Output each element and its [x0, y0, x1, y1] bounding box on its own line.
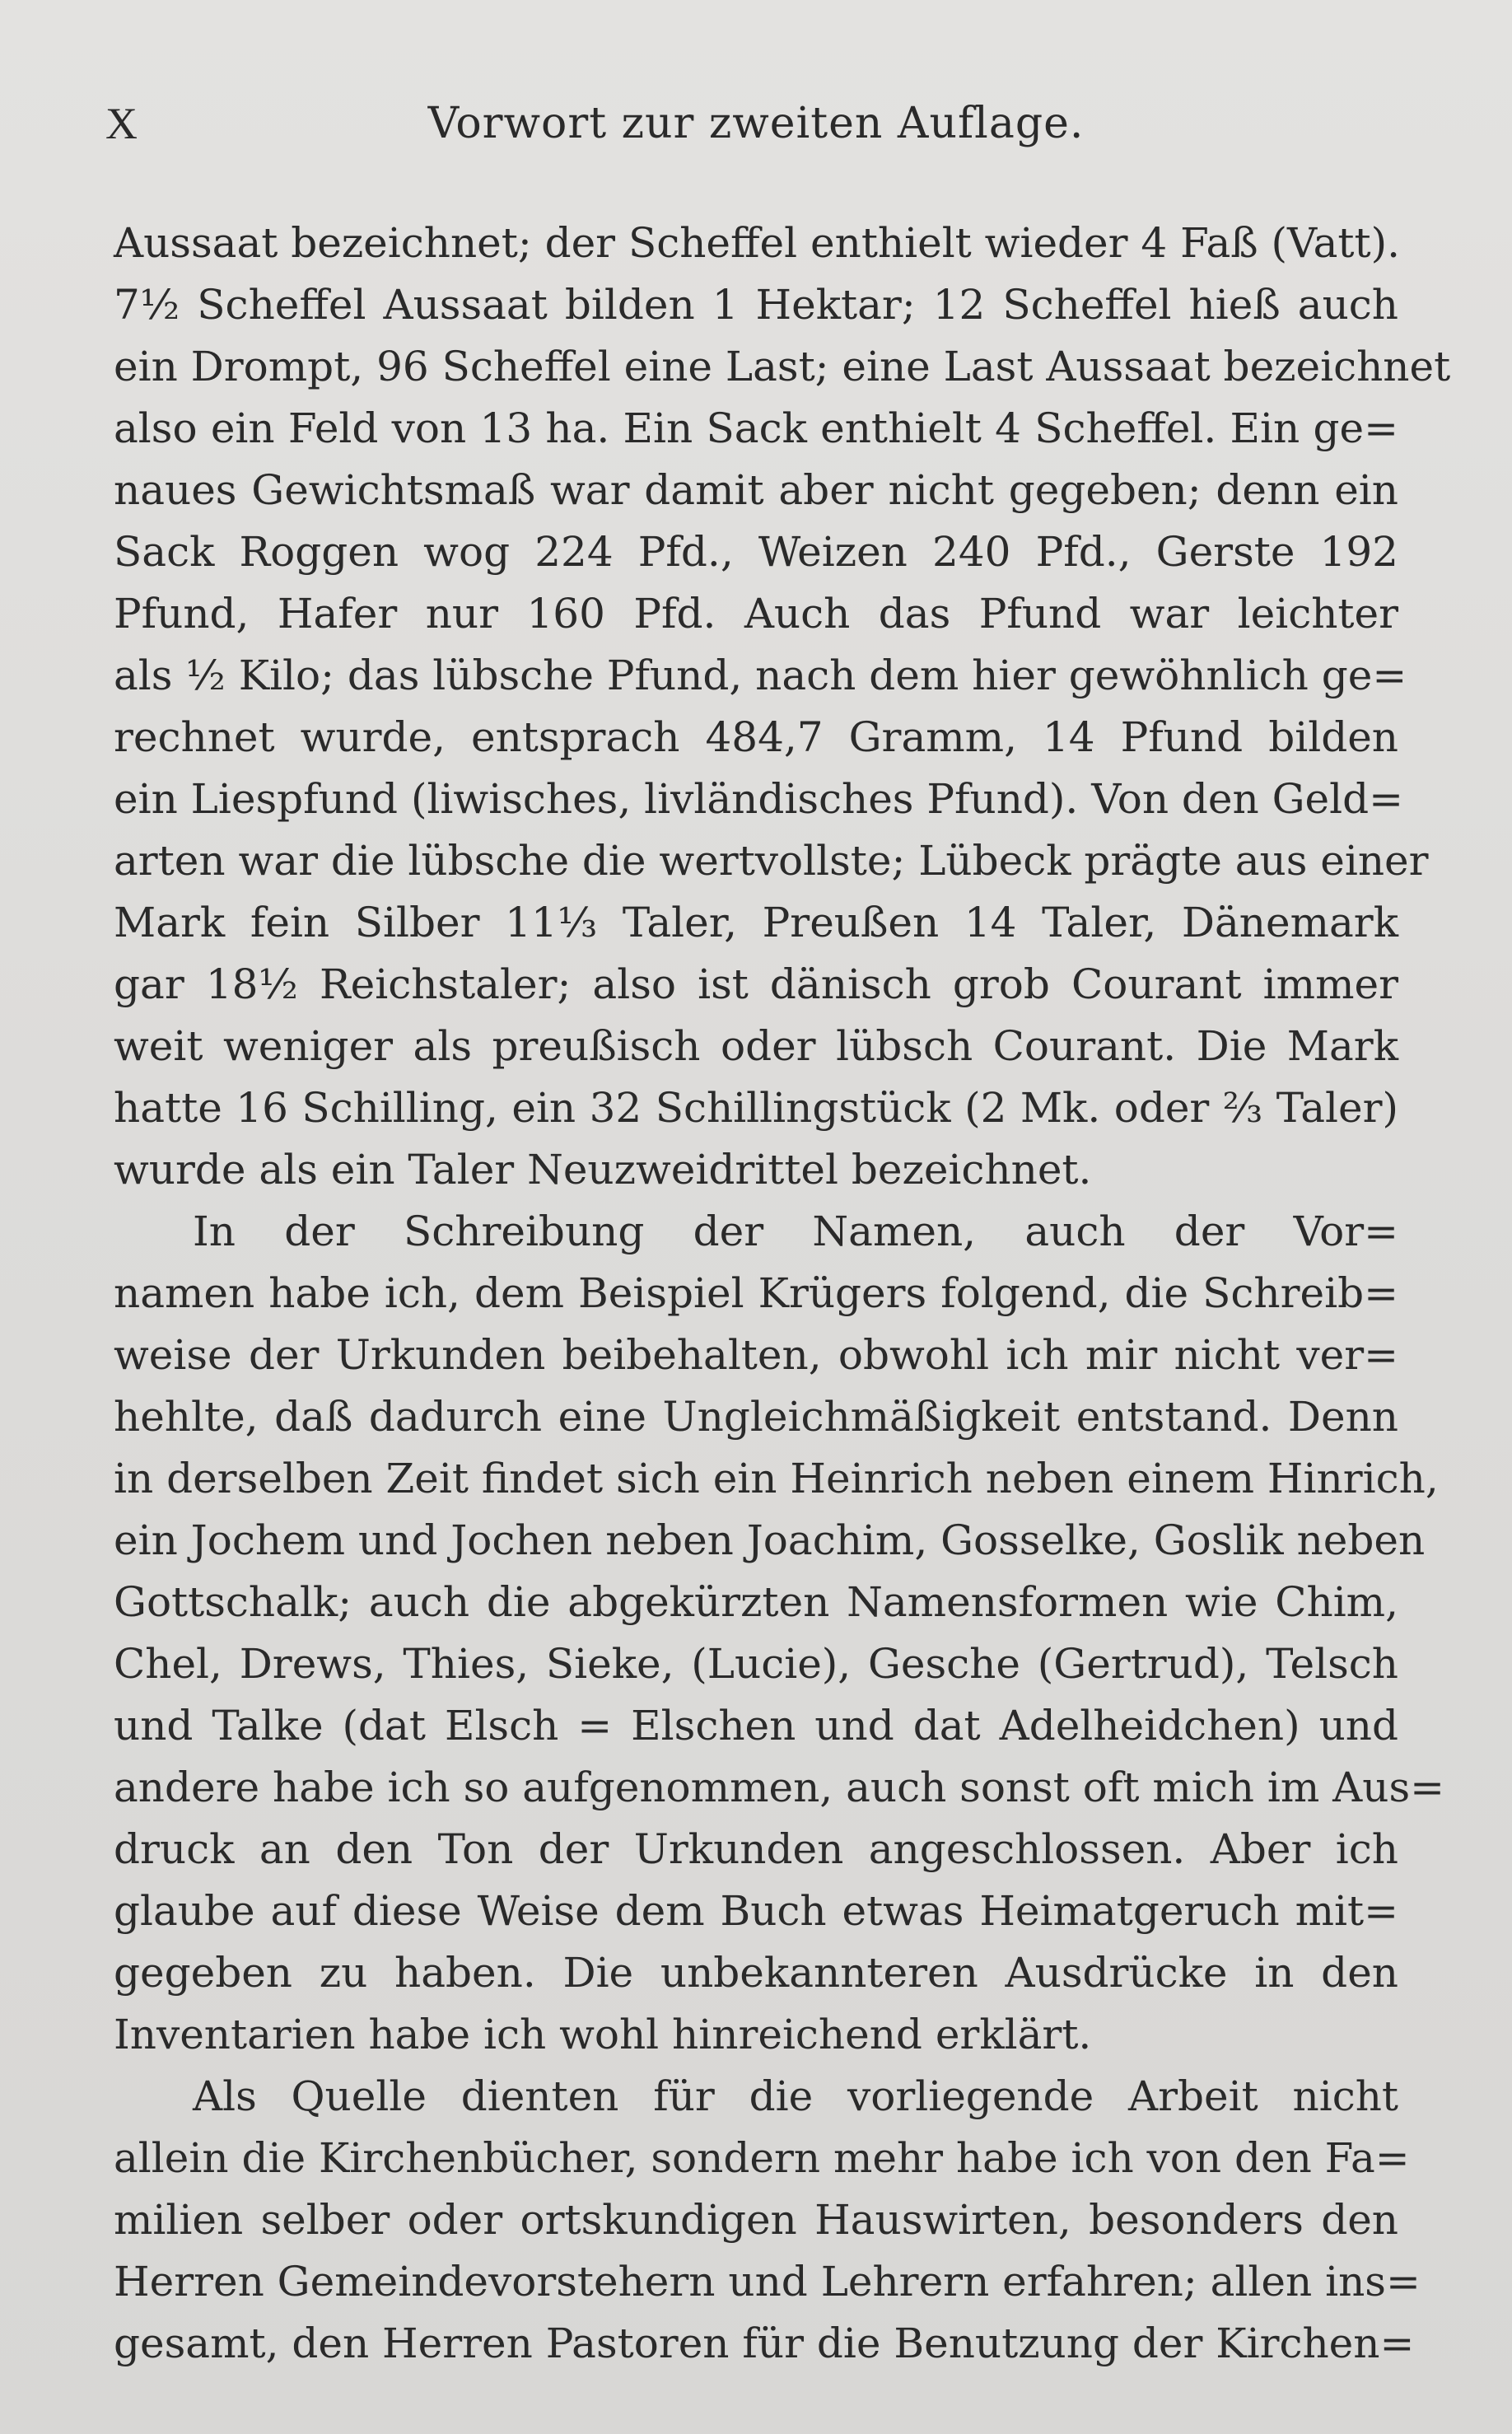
text-line: Gottschalk; auch die abgekürzten Namensformen wie Chim,: [114, 1578, 1398, 1626]
text-line: arten war die lübsche die wertvollste; Lübeck prägte aus einer: [114, 837, 1429, 885]
text-line: hatte 16 Schilling, ein 32 Schillingstück (2 Mk. oder ⅔ Taler): [114, 1084, 1398, 1132]
text-line: andere habe ich so aufgenommen, auch sonst oft mich im Aus=: [114, 1764, 1445, 1811]
text-line: weit weniger als preußisch oder lübsch Courant. Die Mark: [114, 1022, 1398, 1070]
running-head: [105, 91, 1407, 157]
text-line: Als Quelle dienten für die vorliegende Arbeit nicht: [193, 2072, 1398, 2120]
text-line: milien selber oder ortskundigen Hauswirten, besonders den: [114, 2196, 1398, 2244]
text-line: In der Schreibung der Namen, auch der Vor=: [193, 1208, 1398, 1255]
text-line: gesamt, den Herren Pastoren für die Benutzung der Kirchen=: [114, 2320, 1415, 2367]
text-line: weise der Urkunden beibehalten, obwohl ich mir nicht ver=: [114, 1331, 1398, 1379]
text-line: als ½ Kilo; das lübsche Pfund, nach dem hier gewöhnlich ge=: [114, 652, 1407, 699]
text-line: ein Drompt, 96 Scheffel eine Last; eine Last Aussaat bezeichnet: [114, 343, 1451, 390]
text-line: Chel, Drews, Thies, Sieke, (Lucie), Gesche (Gertrud), Telsch: [114, 1640, 1398, 1688]
text-line: Aussaat bezeichnet; der Scheffel enthielt wieder 4 Faß (Vatt).: [114, 219, 1400, 267]
paragraph-measures: [114, 213, 1451, 1201]
text-line: ein Liespfund (liwisches, livländisches Pfund). Von den Geld=: [114, 775, 1404, 823]
text-line: druck an den Ton der Urkunden angeschlossen. Aber ich: [114, 1825, 1398, 1873]
page-number: X: [105, 99, 138, 148]
text-line: Herren Gemeindevorstehern und Lehrern erfahren; allen ins=: [114, 2258, 1421, 2306]
body-text: [114, 213, 1451, 2375]
text-line: ein Jochem und Jochen neben Joachim, Gosselke, Goslik neben: [114, 1516, 1426, 1564]
text-line: gegeben zu haben. Die unbekannteren Ausdrücke in den: [114, 1949, 1398, 1997]
text-line: Inventarien habe ich wohl hinreichend erklärt.: [114, 2011, 1092, 2058]
text-line: glaube auf diese Weise dem Buch etwas Heimatgeruch mit=: [114, 1887, 1398, 1935]
text-line: also ein Feld von 13 ha. Ein Sack enthielt 4 Scheffel. Ein ge=: [114, 404, 1398, 452]
text-line: naues Gewichtsmaß war damit aber nicht gegeben; denn ein: [114, 466, 1398, 514]
text-line: in derselben Zeit findet sich ein Heinrich neben einem Hinrich,: [114, 1455, 1439, 1502]
text-line: gar 18½ Reichstaler; also ist dänisch grob Courant immer: [114, 960, 1398, 1008]
paragraph-sources: [114, 2066, 1421, 2375]
text-line: Sack Roggen wog 224 Pfd., Weizen 240 Pfd., Gerste 192: [114, 528, 1398, 576]
running-head-title: Vorwort zur zweiten Auflage.: [427, 99, 1085, 148]
text-line: und Talke (dat Elsch = Elschen und dat Adelheidchen) und: [114, 1702, 1398, 1750]
text-line: Pfund, Hafer nur 160 Pfd. Auch das Pfund war leichter: [114, 590, 1398, 638]
text-line: Mark fein Silber 11⅓ Taler, Preußen 14 Taler, Dänemark: [114, 899, 1398, 946]
text-line: rechnet wurde, entsprach 484,7 Gramm, 14 Pfund bilden: [114, 713, 1398, 761]
text-line: allein die Kirchenbücher, sondern mehr habe ich von den Fa=: [114, 2134, 1410, 2182]
text-line: wurde als ein Taler Neuzweidrittel bezeichnet.: [114, 1146, 1092, 1194]
text-line: 7½ Scheffel Aussaat bilden 1 Hektar; 12 Scheffel hieß auch: [114, 281, 1398, 329]
text-line: hehlte, daß dadurch eine Ungleichmäßigkeit entstand. Denn: [114, 1393, 1398, 1441]
paragraph-names: [114, 1201, 1445, 2066]
text-line: namen habe ich, dem Beispiel Krügers folgend, die Schreib=: [114, 1269, 1398, 1317]
